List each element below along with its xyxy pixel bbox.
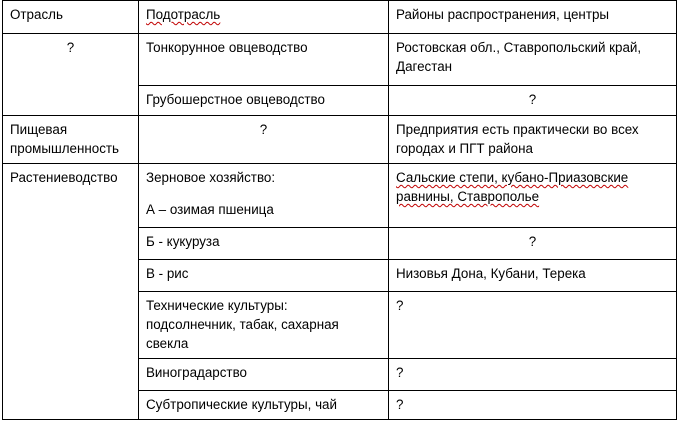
table-cell-regions[interactable]: Низовья Дона, Кубани, Терека xyxy=(389,260,677,292)
table-header-row xyxy=(3,1,677,34)
table-cell-regions[interactable]: ? xyxy=(389,86,677,116)
table-cell-subbranch[interactable]: ? xyxy=(139,116,389,164)
header-text: Подотрасль xyxy=(146,7,221,22)
subbranch-line: А – озимая пшеница xyxy=(146,202,274,217)
header-cell-branch[interactable] xyxy=(3,1,139,34)
table-cell-regions[interactable] xyxy=(389,164,677,228)
table-cell-subbranch[interactable] xyxy=(139,164,389,228)
table-cell-subbranch[interactable]: Субтропические культуры, чай xyxy=(139,391,389,420)
table-cell-subbranch[interactable]: Тонкорунное овцеводство xyxy=(139,34,389,86)
header-cell-regions[interactable] xyxy=(389,1,677,34)
table-cell-regions[interactable]: Ростовская обл., Ставропольский край, Дагестан xyxy=(389,34,677,86)
table-cell-subbranch[interactable]: Б - кукуруза xyxy=(139,228,389,260)
table-cell-subbranch[interactable]: Технические культуры: подсолнечник, табак, сахарная свекла xyxy=(139,292,389,359)
header-text: Районы распространения, центры xyxy=(396,7,610,22)
table-cell-subbranch[interactable]: Виноградарство xyxy=(139,359,389,391)
table-cell-regions[interactable]: Предприятия есть практически во всех городах и ПГТ района xyxy=(389,116,677,164)
table-cell-branch[interactable]: Пищевая промышленность xyxy=(3,116,139,164)
table-cell-regions[interactable]: ? xyxy=(389,292,677,359)
header-text: Отрасль xyxy=(10,7,63,22)
header-cell-subbranch[interactable] xyxy=(139,1,389,34)
table-row xyxy=(3,164,677,228)
table-cell-subbranch[interactable]: В - рис xyxy=(139,260,389,292)
table-cell-regions[interactable]: ? xyxy=(389,391,677,420)
subbranch-line: Зерновое хозяйство: xyxy=(146,170,276,185)
regions-text: Сальские степи, кубано-Приазовские равнины, Ставрополье xyxy=(396,170,629,204)
paragraph-gap xyxy=(146,187,381,201)
data-table xyxy=(2,0,677,420)
table-cell-regions[interactable]: ? xyxy=(389,228,677,260)
table-row xyxy=(3,34,677,86)
table-cell-branch[interactable]: Растениеводство xyxy=(3,164,139,420)
table-cell-branch[interactable]: ? xyxy=(3,34,139,116)
table-row xyxy=(3,116,677,164)
table-cell-regions[interactable]: ? xyxy=(389,359,677,391)
table-cell-subbranch[interactable]: Грубошерстное овцеводство xyxy=(139,86,389,116)
